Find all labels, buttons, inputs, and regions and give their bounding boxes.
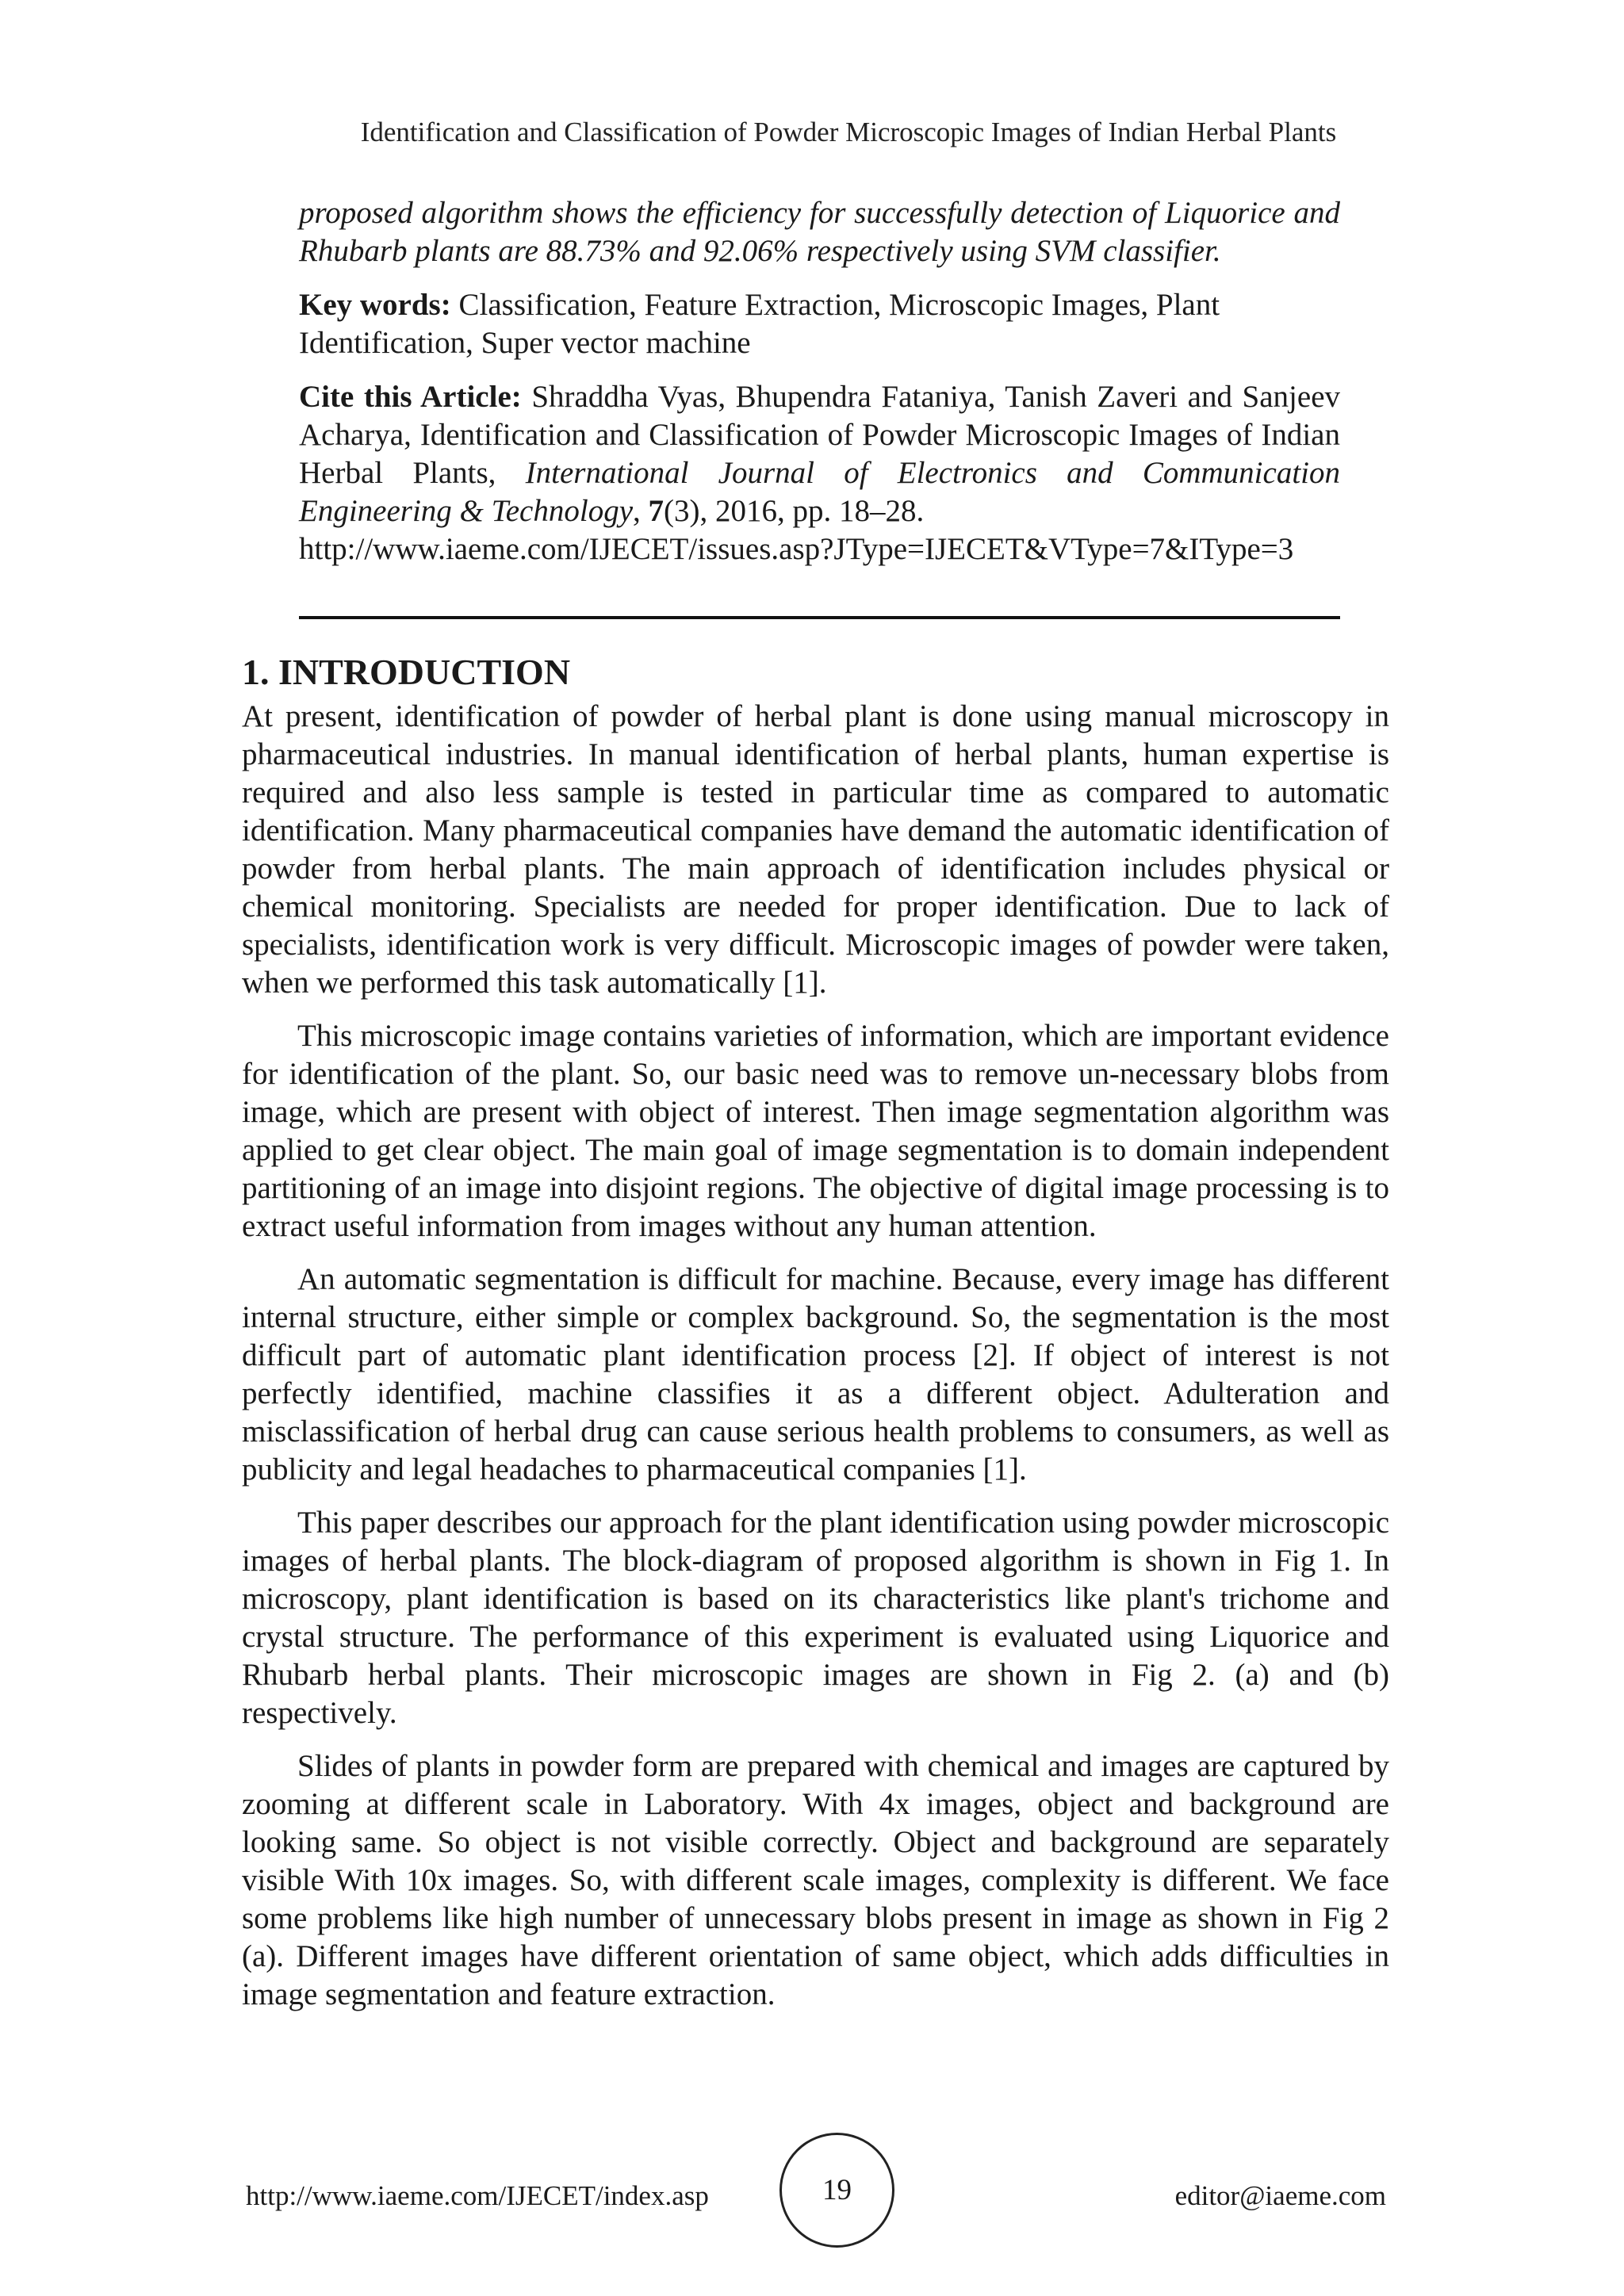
citation-label: Cite this Article: — [299, 380, 522, 414]
keywords-text: Classification, Feature Extraction, Microscopic Images, Plant Identification, Super vector machine — [299, 288, 1220, 360]
citation-authors-title: Shraddha Vyas, Bhupendra Fataniya, Tanish Zaveri and Sanjeev Acharya, Identification and Classification of Powder Microscopic Images of Indian Herbal Plants, — [299, 380, 1341, 490]
paragraph-4: This paper describes our approach for the plant identification using powder microscopic images of herbal plants. The block-diagram of proposed algorithm is shown in Fig 1. In microscopy, plant identification is based on its characteristics like plant's trichome and crystal structure. The performance of this experiment is evaluated using Liquorice and Rhubarb herbal plants. Their microscopic images are shown in Fig 2. (a) and (b) respectively. — [242, 1506, 1389, 1730]
citation: Cite this Article: Shraddha Vyas, Bhupendra Fataniya, Tanish Zaveri and Sanjeev Acharya, Identification and Classification of Powder Microscopic Images of Indian Herbal Plants, International Journal of Electronics and Communication Engineering & Technology, 7(3), 2016, pp. 18–28. http://www.iaeme.com/IJECET/issues.asp?JType=IJECET&VType=7&IType=3 — [299, 378, 1340, 568]
introduction-section — [242, 650, 1389, 2014]
running-header: Identification and Classification of Powder Microscopic Images of Indian Herbal Plants — [360, 117, 1337, 147]
keywords — [299, 286, 1340, 362]
citation-url[interactable]: http://www.iaeme.com/IJECET/issues.asp?JType=IJECET&VType=7&IType=3 — [299, 532, 1294, 566]
footer-email[interactable]: editor@iaeme.com — [1174, 2180, 1386, 2211]
section-divider — [299, 616, 1340, 619]
citation-journal: International Journal of Electronics and Communication Engineering & Technology — [299, 456, 1340, 528]
citation-volume: 7 — [648, 494, 665, 528]
paragraph-5: Slides of plants in powder form are prepared with chemical and images are captured by zooming at different scale in Laboratory. With 4x images, object and background are looking same. So object is not visible correctly. Object and background are separately visible With 10x images. So, with different scale images, complexity is different. We face some problems like high number of unnecessary blobs present in image as shown in Fig 2 (a). Different images have different orientation of same object, which adds difficulties in image segmentation and feature extraction. — [242, 1749, 1389, 2011]
paragraph-2: This microscopic image contains varieties of information, which are important evidence for identification of the plant. So, our basic need was to remove un-necessary blobs from image, which are present with object of interest. Then image segmentation algorithm was applied to get clear object. The main goal of image segmentation is to domain independent partitioning of an image into disjoint regions. The objective of digital image processing is to extract useful information from images without any human attention. — [242, 1019, 1389, 1243]
section-heading: 1. INTRODUCTION — [242, 652, 571, 692]
footer-journal-url[interactable]: http://www.iaeme.com/IJECET/index.asp — [246, 2180, 709, 2211]
page-number — [779, 2133, 894, 2248]
abstract-tail: proposed algorithm shows the efficiency for successfully detection of Liquorice and Rhubarb plants are 88.73% and 92.06% respectively using SVM classifier. — [299, 196, 1340, 268]
keywords-label: Key words: — [299, 288, 451, 322]
paragraph-3: An automatic segmentation is difficult for machine. Because, every image has different internal structure, either simple or complex background. So, the segmentation is the most difficult part of automatic plant identification process [2]. If object of interest is not perfectly identified, machine classifies it as a different object. Adulteration and misclassification of herbal drug can cause serious health problems to consumers, as well as publicity and legal headaches to pharmaceutical companies [1]. — [242, 1262, 1389, 1487]
abstract-block — [299, 194, 1340, 568]
citation-issue-pages: (3), 2016, pp. 18–28. — [664, 494, 925, 528]
paragraph-1: At present, identification of powder of herbal plant is done using manual microscopy in pharmaceutical industries. In manual identification of herbal plants, human expertise is required and also less sample is tested in particular time as compared to automatic identification. Many pharmaceutical companies have demand the automatic identification of powder from herbal plants. The main approach of identification includes physical or chemical monitoring. Specialists are needed for proper identification. Due to lack of specialists, identification work is very difficult. Microscopic images of powder were taken, when we performed this task automatically [1]. — [242, 699, 1389, 1000]
page-number-text: 19 — [822, 2174, 852, 2206]
